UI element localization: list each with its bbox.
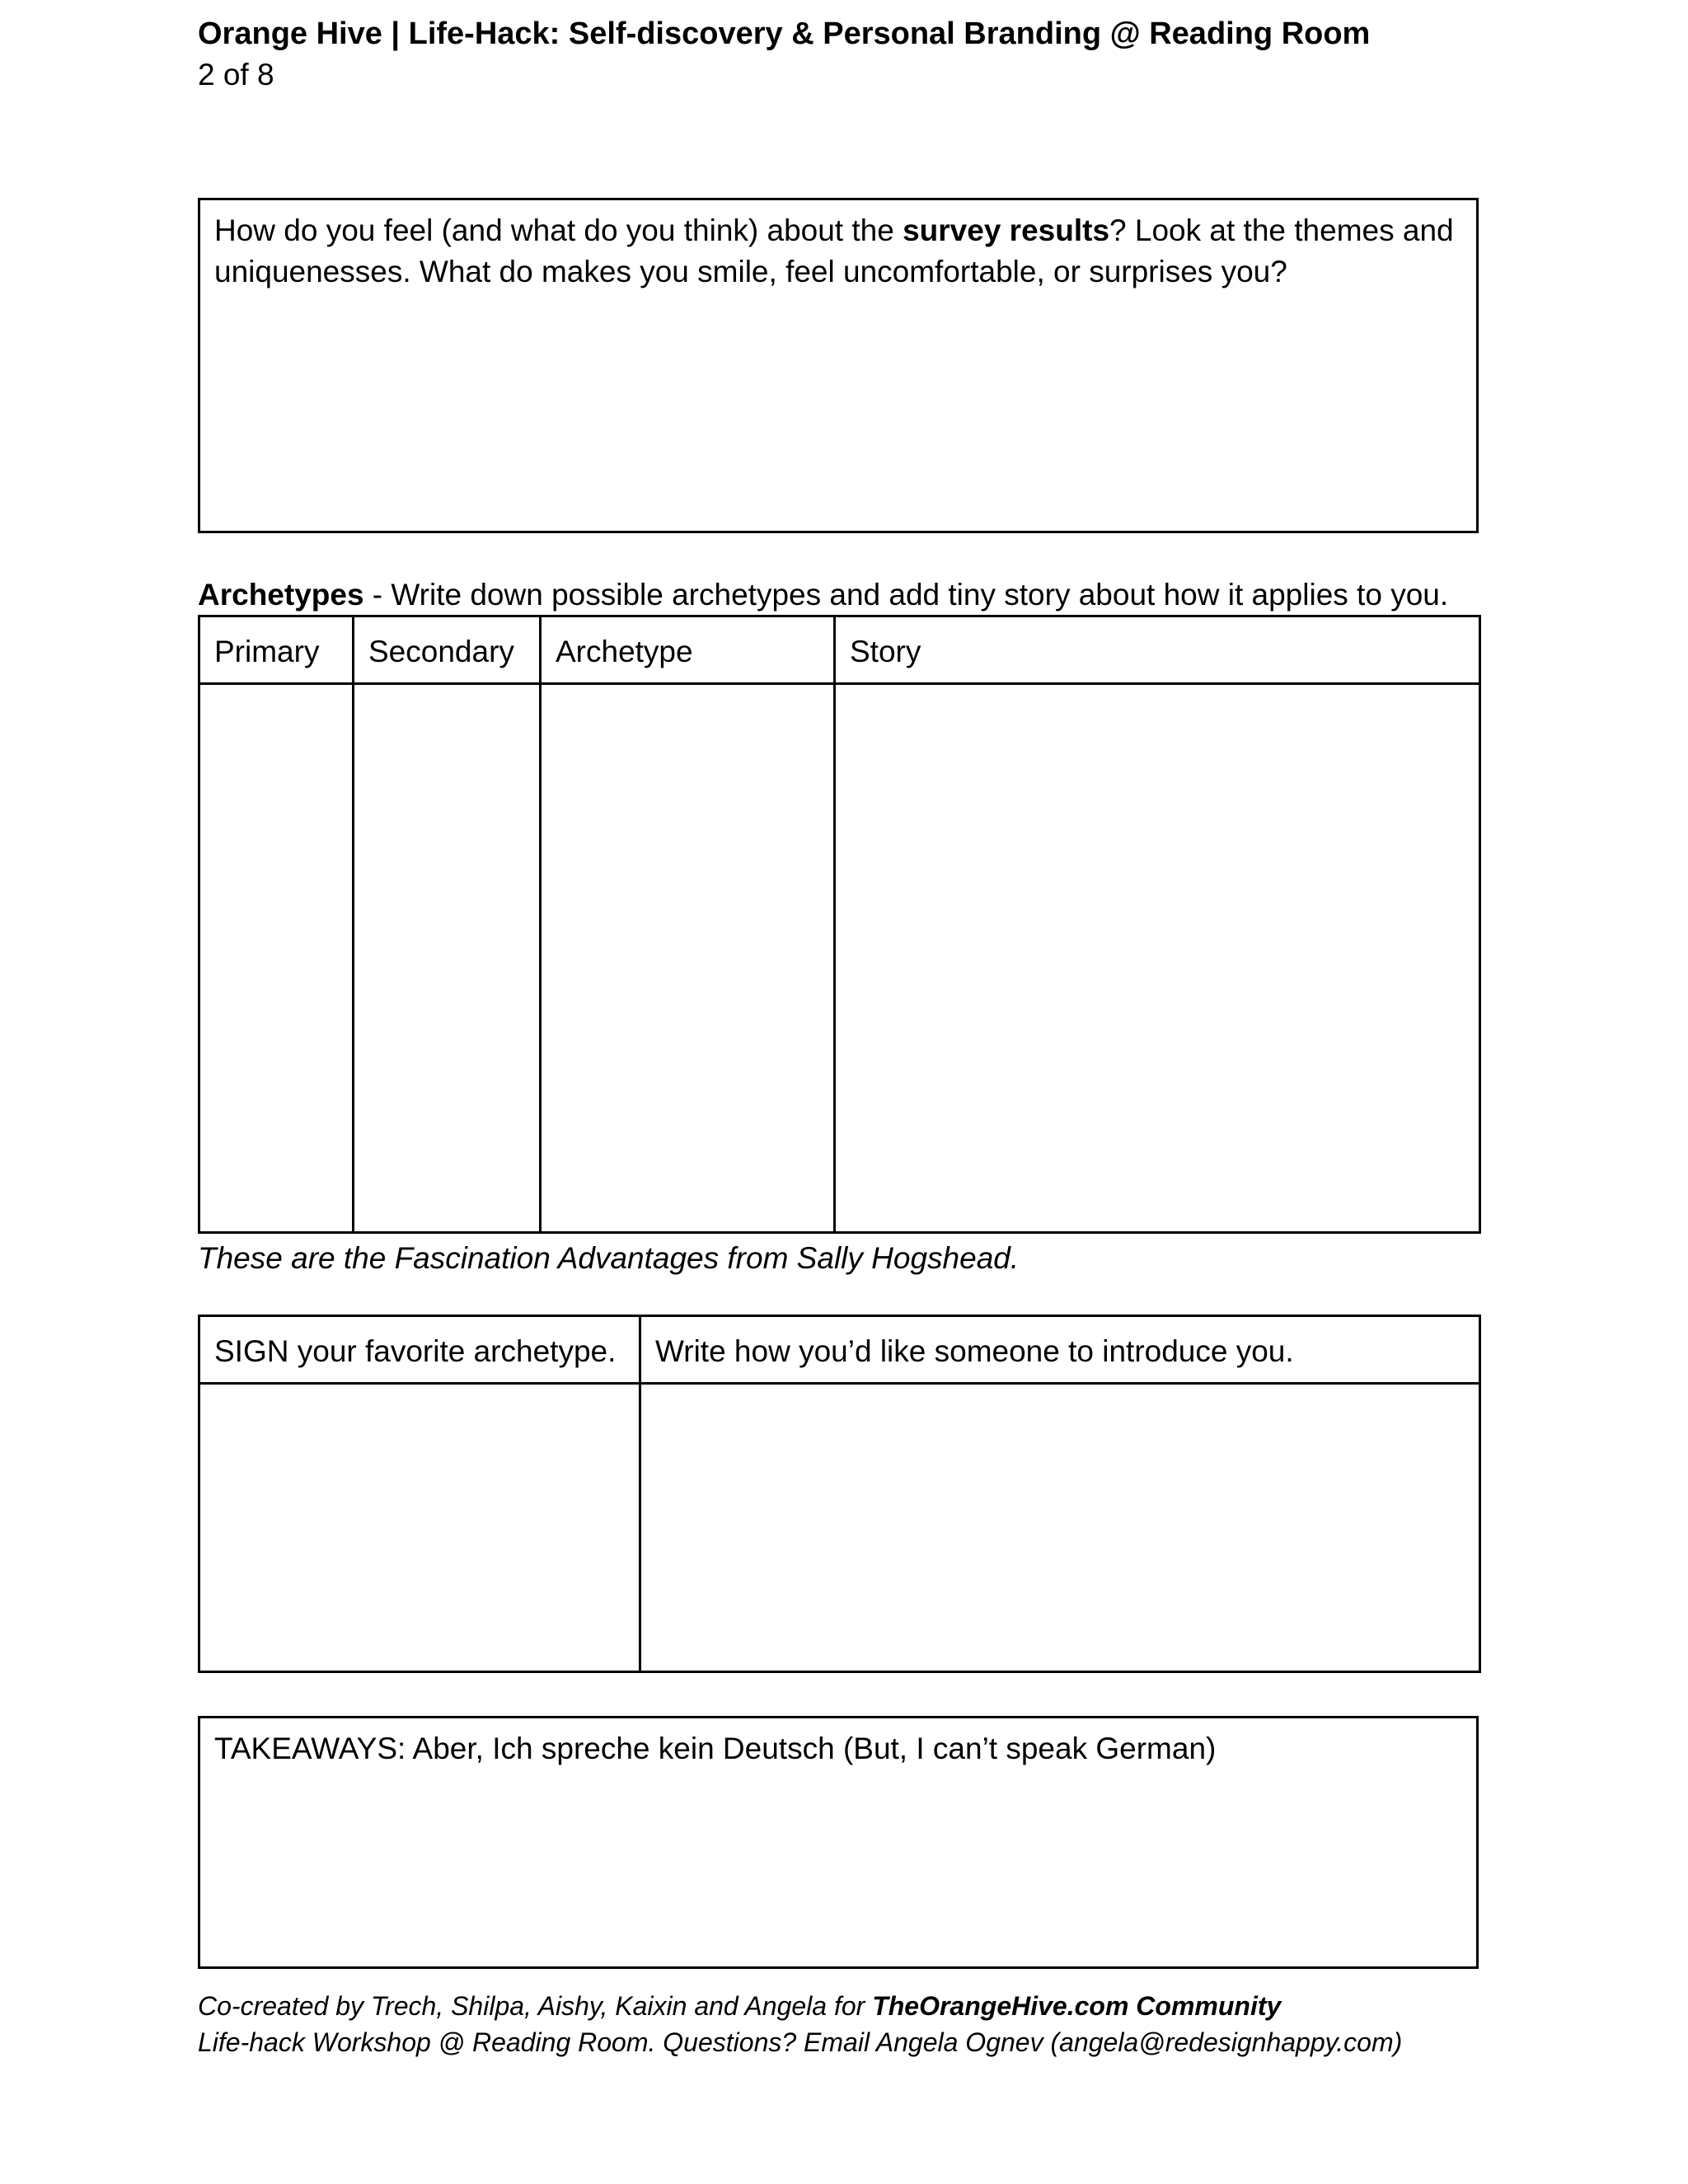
column-header-story: Story — [835, 616, 1480, 684]
archetypes-table — [198, 615, 1481, 1234]
sign-header-row — [199, 1316, 1480, 1384]
page-indicator: 2 of 8 — [198, 58, 274, 91]
survey-results-prompt — [200, 200, 1476, 302]
introduce-entry-cell[interactable] — [640, 1384, 1480, 1672]
document-title: Orange Hive | Life-Hack: Self-discovery & Personal Branding @ Reading Room — [198, 16, 1371, 51]
footer-community-name: TheOrangeHive.com Community — [872, 1991, 1282, 2021]
archetype-entry-cell[interactable] — [541, 684, 835, 1233]
column-header-archetype: Archetype — [541, 616, 835, 684]
fascination-caption: These are the Fascination Advantages from Sally Hogshead. — [198, 1241, 1020, 1275]
footer-credits-line — [198, 1988, 1402, 2024]
survey-prompt-bold: survey results — [903, 213, 1110, 247]
primary-entry-cell[interactable] — [199, 684, 354, 1233]
survey-results-box[interactable] — [198, 198, 1479, 533]
footer-contact-line: Life-hack Workshop @ Reading Room. Questions? Email Angela Ognev (angela@redesignhappy.com) — [198, 2027, 1403, 2057]
takeaways-label: TAKEAWAYS: Aber, Ich spreche kein Deutsch (But, I can’t speak German) — [214, 1732, 1217, 1765]
sign-entry-row — [199, 1384, 1480, 1672]
column-header-secondary: Secondary — [354, 616, 541, 684]
takeaways-box[interactable] — [198, 1716, 1479, 1969]
column-header-introduce: Write how you’d like someone to introduce you. — [640, 1316, 1480, 1384]
story-entry-cell[interactable] — [835, 684, 1480, 1233]
archetypes-entry-row — [199, 684, 1480, 1233]
survey-prompt-text-after: ? Look at the themes and uniquenesses. What do makes you smile, feel uncomfortable, or surprises you? — [214, 213, 1454, 288]
page-footer — [198, 1988, 1402, 2060]
footer-credits-text: Co-created by Trech, Shilpa, Aishy, Kaixin and Angela for — [198, 1991, 873, 2021]
column-header-sign: SIGN your favorite archetype. — [199, 1316, 640, 1384]
secondary-entry-cell[interactable] — [354, 684, 541, 1233]
archetypes-header-row — [199, 616, 1480, 684]
page-header — [198, 13, 1517, 96]
archetypes-heading-bold: Archetypes — [198, 578, 364, 612]
column-header-primary: Primary — [199, 616, 354, 684]
archetypes-heading-rest: - Write down possible archetypes and add tiny story about how it applies to you. — [363, 578, 1449, 612]
survey-prompt-text-before: How do you feel (and what do you think) about the — [214, 213, 903, 247]
archetypes-heading — [198, 574, 1448, 616]
sign-entry-cell[interactable] — [199, 1384, 640, 1672]
sign-introduce-table — [198, 1315, 1481, 1673]
